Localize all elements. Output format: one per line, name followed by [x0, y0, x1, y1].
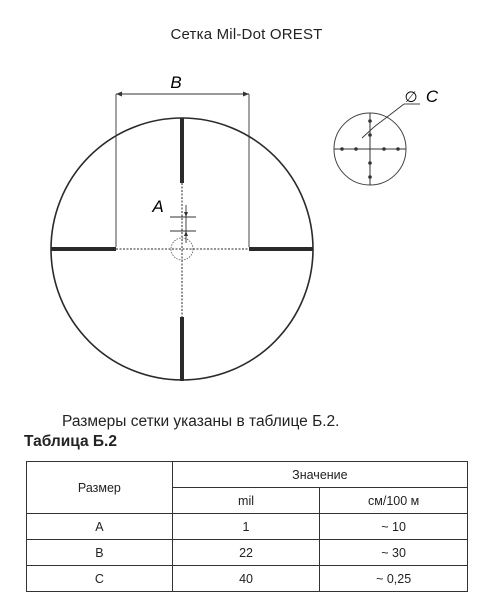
table-header-row	[27, 462, 468, 488]
page-title: Сетка Mil-Dot OREST	[170, 26, 323, 43]
table-row	[27, 514, 468, 540]
row-cm: ~ 30	[320, 540, 468, 566]
unit-cm: см/100 м	[320, 488, 468, 514]
caption-text: Размеры сетки указаны в таблице Б.2.	[62, 413, 340, 430]
row-param: A	[27, 514, 173, 540]
row-mil: 1	[172, 514, 319, 540]
row-mil: 22	[172, 540, 319, 566]
header-value: Значение	[172, 462, 467, 488]
row-param: C	[27, 566, 173, 592]
dimension-a-label: A	[152, 197, 164, 216]
table-title: Таблица Б.2	[24, 433, 117, 450]
reticle-right-post	[249, 247, 313, 251]
diameter-symbol: ∅	[404, 88, 418, 106]
unit-mil: mil	[172, 488, 319, 514]
dimension-b-label: B	[170, 73, 182, 92]
row-param: B	[27, 540, 173, 566]
row-mil: 40	[172, 566, 319, 592]
table-row	[27, 540, 468, 566]
header-param: Размер	[27, 462, 173, 514]
dimension-c-label: C	[425, 87, 439, 106]
reticle-bottom-post	[180, 317, 184, 381]
reticle-left-post	[51, 247, 116, 251]
reticle-top-post	[180, 118, 184, 183]
row-cm: ~ 10	[320, 514, 468, 540]
dimensions-table	[26, 461, 468, 592]
table-row	[27, 566, 468, 592]
row-cm: ~ 0,25	[320, 566, 468, 592]
